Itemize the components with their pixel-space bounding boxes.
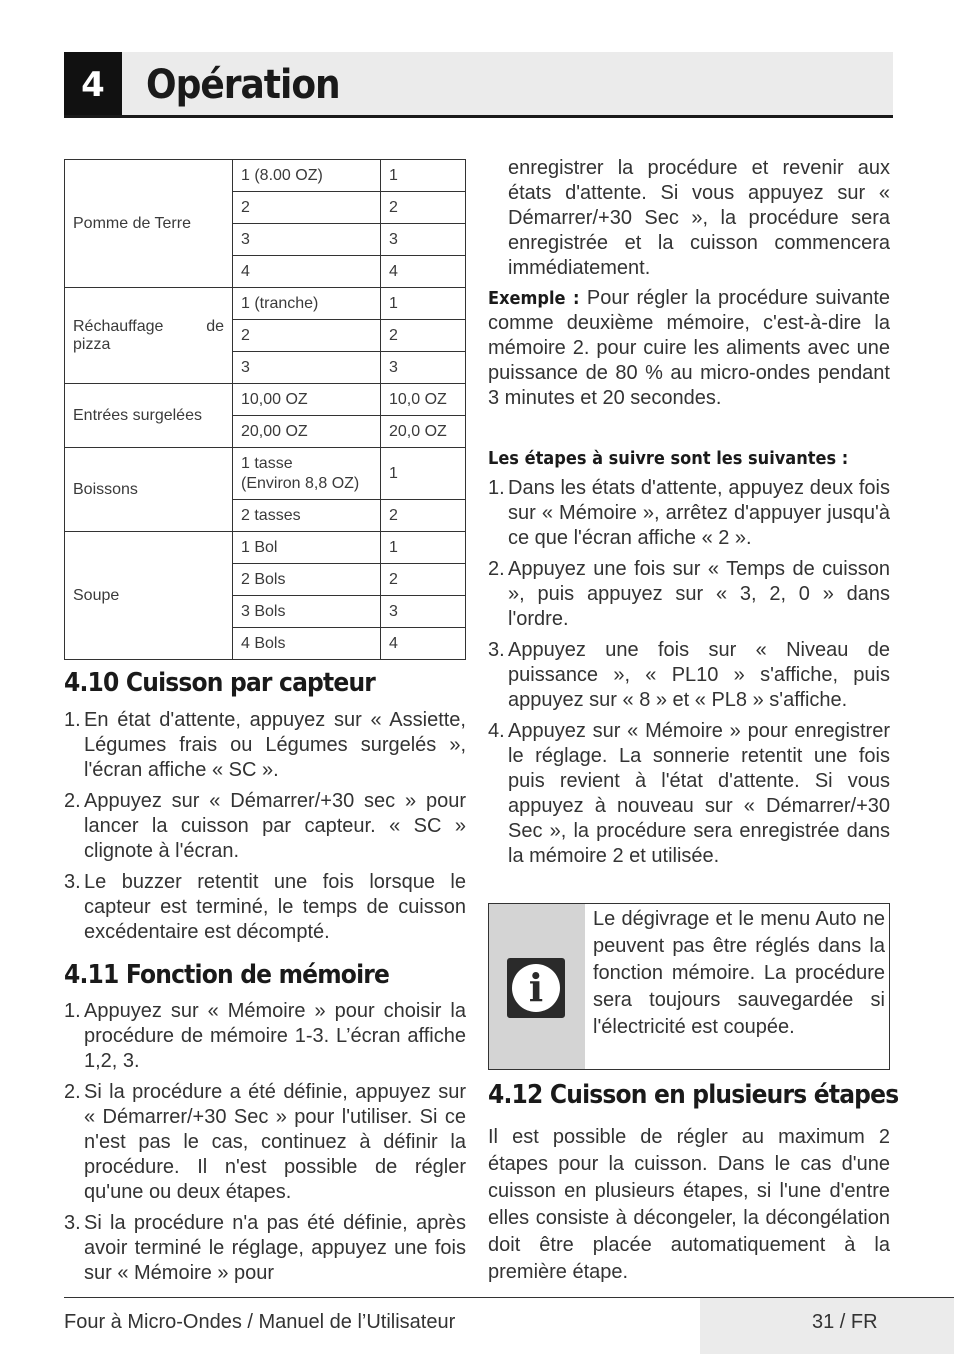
list-item: 1. Dans les états d'attente, appuyez deux fois sur « Mémoire », arrêtez d'appuyer jusqu'à ce que l'écran affiche « 2 ».	[488, 477, 890, 549]
table-cell: 3	[381, 596, 466, 628]
example-steps	[488, 476, 890, 875]
table-cell: 1 (tranche)	[233, 288, 381, 320]
list-item: 2. Si la procédure a été définie, appuyez sur « Démarrer/+30 Sec » pour l'utiliser. Si ce n'est pas le cas, continuez à définir la procédure. Il n'est possible de régler qu'une ou deux étapes.	[64, 1081, 466, 1203]
table-cell	[233, 448, 381, 500]
info-note-text: Le dégivrage et le menu Auto ne peuvent pas être réglés dans la fonction mémoire. La procédure sera toujours sauvegardée si l'électricité est coupée.	[593, 908, 885, 1038]
table-cell: 1 Bol	[233, 532, 381, 564]
list-item: 3. Le buzzer retentit une fois lorsque le capteur est terminé, le temps de cuisson excédentaire est décompté.	[64, 871, 466, 943]
chapter-title: Opération	[146, 62, 340, 108]
list-item: 1. En état d'attente, appuyez sur « Assiette, Légumes frais ou Légumes surgelés », l'écran affiche « SC ».	[64, 709, 466, 781]
section-title-4-11: 4.11 Fonction de mémoire	[64, 960, 390, 990]
table-cell: 2	[233, 320, 381, 352]
list-item: 2. Appuyez sur « Démarrer/+30 sec » pour lancer la cuisson par capteur. « SC » clignote à l'écran.	[64, 790, 466, 862]
list-item: 2. Appuyez une fois sur « Temps de cuisson », puis appuyez sur « 3, 2, 0 » dans l'ordre.	[488, 558, 890, 630]
section-4-10-list	[64, 708, 466, 945]
table-cell: 3	[381, 352, 466, 384]
list-item: 4. Appuyez sur « Mémoire » pour enregistrer le réglage. La sonnerie retentit une fois puis revient à l'état d'attente. Si vous appuyez à nouveau sur « Démarrer/+30 Sec », la procédure sera enregistrée dans la mémoire 2 et utilisée.	[488, 720, 890, 867]
table-cell: 2	[381, 500, 466, 532]
section-4-11-body	[64, 999, 466, 1292]
table-category: Boissons	[65, 448, 233, 532]
table-cell: 1	[381, 288, 466, 320]
info-note	[488, 903, 890, 1070]
table-cell: 4	[381, 628, 466, 660]
cell-line: (Environ 8,8 OZ)	[241, 474, 360, 492]
section-title-4-12: 4.12 Cuisson en plusieurs étapes	[488, 1080, 899, 1110]
table-cell: 20,0 OZ	[381, 416, 466, 448]
example-steps-list	[488, 476, 890, 869]
header-rule	[64, 115, 893, 118]
cell-line: 1 tasse	[241, 454, 293, 472]
table-cell: 1	[381, 532, 466, 564]
table-row	[65, 532, 466, 564]
table-row	[65, 384, 466, 416]
table-cell: 10,0 OZ	[381, 384, 466, 416]
section-4-11-continued: enregistrer la procédure et revenir aux états d'attente. Si vous appuyez sur « Démarrer/+30 Sec », la procédure sera enregistrée et la cuisson commencera immédiatement.	[508, 157, 890, 279]
list-item: 3. Si la procédure n'a pas été définie, après avoir terminé le réglage, appuyez une fois sur « Mémoire » pour	[64, 1212, 466, 1284]
table-category: Entrées surgelées	[65, 384, 233, 448]
steps-heading: Les étapes à suivre sont les suivantes :	[488, 448, 849, 469]
info-note-icon-area	[489, 904, 585, 1069]
category-word: Réchauffage	[73, 317, 164, 335]
table-cell: 2	[233, 192, 381, 224]
table-cell: 3 Bols	[233, 596, 381, 628]
section-title-4-10: 4.10 Cuisson par capteur	[64, 668, 376, 698]
table-cell: 4	[381, 256, 466, 288]
table-cell: 1	[381, 448, 466, 500]
table-category	[65, 288, 233, 384]
category-word: pizza	[73, 335, 111, 353]
table-category: Pomme de Terre	[65, 160, 233, 288]
table-cell: 3	[233, 224, 381, 256]
chapter-number: 4	[64, 52, 122, 118]
section-4-10-body	[64, 708, 466, 951]
table-cell: 3	[381, 224, 466, 256]
section-4-12-body: Il est possible de régler au maximum 2 étapes pour la cuisson. Dans le cas d'une cuisson en plusieurs étapes, si l'une d'entre elles consiste à décongeler, la décongélation doit être placée automatiquement à la première étape.	[488, 1126, 890, 1283]
page-number: 31 / FR	[812, 1311, 878, 1333]
table-category: Soupe	[65, 532, 233, 660]
example-label: Exemple :	[488, 288, 580, 309]
category-word: de	[206, 317, 224, 335]
table-cell: 10,00 OZ	[233, 384, 381, 416]
table-cell: 2 Bols	[233, 564, 381, 596]
table-cell: 2	[381, 192, 466, 224]
table-cell: 1	[381, 160, 466, 192]
table-cell: 4 Bols	[233, 628, 381, 660]
example-paragraph	[488, 286, 890, 411]
table-cell: 2	[381, 564, 466, 596]
table-cell: 2	[381, 320, 466, 352]
footer-title: Four à Micro-Ondes / Manuel de l’Utilisateur	[64, 1311, 456, 1333]
table-row	[65, 448, 466, 500]
table-cell: 4	[233, 256, 381, 288]
info-icon: i	[507, 958, 565, 1018]
table-cell: 20,00 OZ	[233, 416, 381, 448]
list-item: 3. Appuyez une fois sur « Niveau de puissance », « PL10 » s'affiche, puis appuyez sur « 8 » et « PL8 » s'affiche.	[488, 639, 890, 711]
cooking-table	[64, 159, 466, 660]
table-row	[65, 160, 466, 192]
list-item: 1. Appuyez sur « Mémoire » pour choisir la procédure de mémoire 1-3. L’écran affiche 1,2, 3.	[64, 1000, 466, 1072]
section-4-11-list	[64, 999, 466, 1286]
table-row	[65, 288, 466, 320]
table-cell: 3	[233, 352, 381, 384]
table-cell: 1 (8.00 OZ)	[233, 160, 381, 192]
example-text: Pour régler la procédure suivante comme deuxième mémoire, c'est-à-dire la mémoire 2. pour cuire les aliments avec une puissance de 80 % au micro-ondes pendant 3 minutes et 20 secondes.	[488, 287, 890, 409]
table-cell: 2 tasses	[233, 500, 381, 532]
